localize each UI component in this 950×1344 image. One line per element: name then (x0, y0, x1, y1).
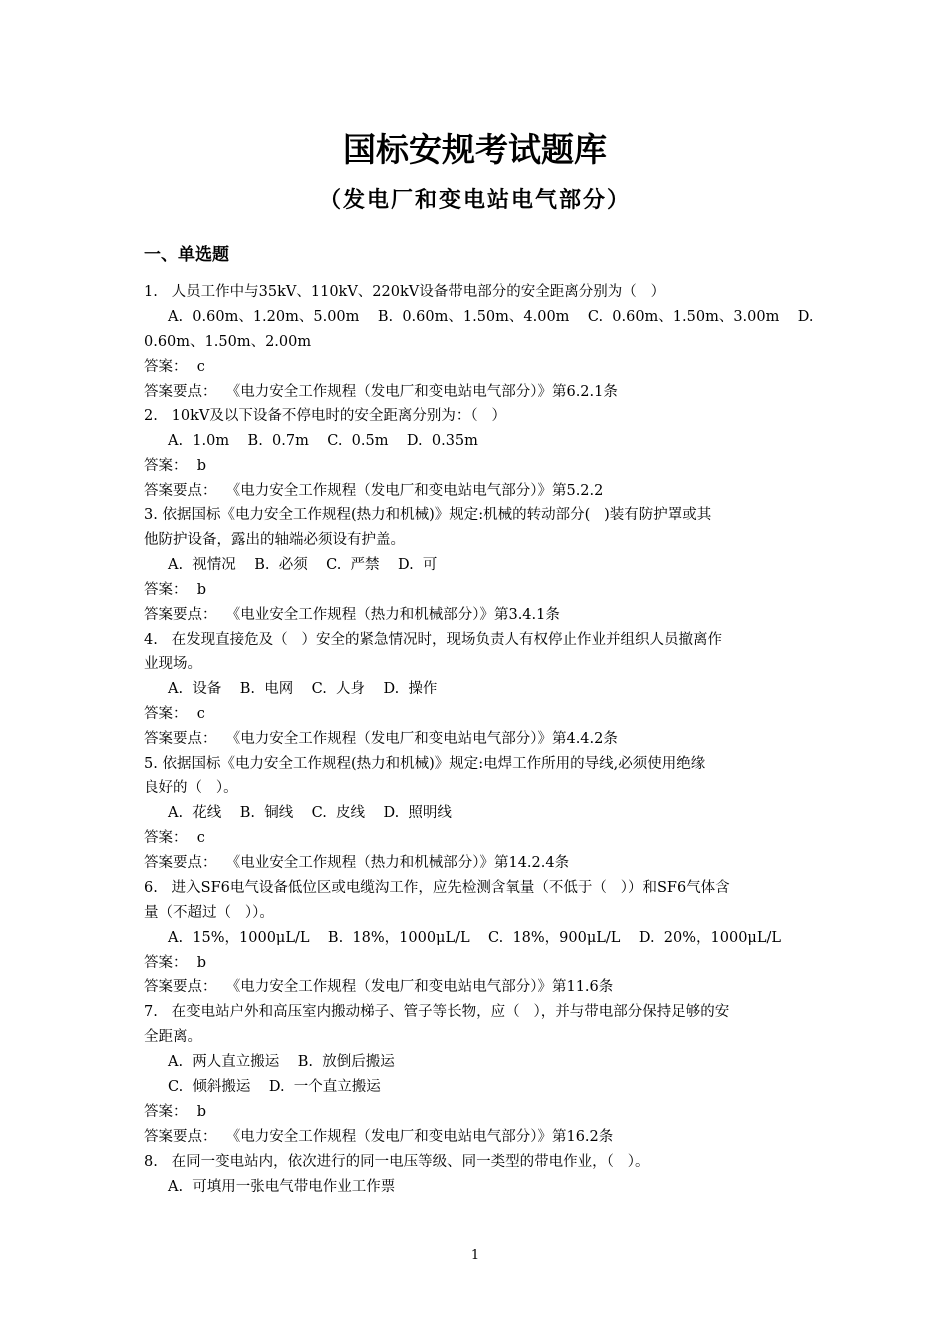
answer-reference: 答案要点： 《电力安全工作规程（发电厂和变电站电气部分）》第5.2.2 (144, 483, 604, 499)
question-options: A. 视情况 B. 必须 C. 严禁 D. 可 (168, 557, 438, 573)
question-text: 2. 10kV及以下设备不停电时的安全距离分别为：（ ） (144, 408, 506, 424)
answer-reference: 答案要点： 《电力安全工作规程（发电厂和变电站电气部分）》第16.2条 (144, 1129, 614, 1145)
question-options: A. 15%，1000μL/L B. 18%，1000μL/L C. 18%，900μL/L D. 20%，1000μL/L (168, 930, 781, 946)
question-options: A. 1.0m B. 0.7m C. 0.5m D. 0.35m (168, 433, 478, 449)
section-heading: 一、单选题 (144, 245, 229, 265)
document-subtitle: （发电厂和变电站电气部分） (318, 188, 631, 213)
question-text-continued: 良好的（ ）。 (144, 780, 238, 796)
question-options: A. 可填用一张电气带电作业工作票 (168, 1179, 396, 1195)
question-text: 1. 人员工作中与35kV、110kV、220kV设备带电部分的安全距离分别为（ ） (144, 284, 666, 300)
answer-reference: 答案要点： 《电力安全工作规程（发电厂和变电站电气部分）》第6.2.1条 (144, 384, 618, 400)
document-title: 国标安规考试题库 (343, 130, 607, 169)
answer: 答案： c (144, 359, 205, 375)
answer-reference: 答案要点： 《电力安全工作规程（发电厂和变电站电气部分）》第4.4.2条 (144, 731, 618, 747)
question-options: A. 设备 B. 电网 C. 人身 D. 操作 (168, 681, 438, 697)
question-text: 3. 依据国标《电力安全工作规程(热力和机械)》规定:机械的转动部分( )装有防护罩或其 (144, 507, 712, 523)
question-options: A. 两人直立搬运 B. 放倒后搬运 (168, 1054, 395, 1070)
answer: 答案： c (144, 830, 205, 846)
answer: 答案： b (144, 955, 206, 971)
question-options: A. 0.60m、1.20m、5.00m B. 0.60m、1.50m、4.00m C. 0.60m、1.50m、3.00m D. (168, 309, 814, 325)
answer-reference: 答案要点： 《电力安全工作规程（发电厂和变电站电气部分）》第11.6条 (144, 979, 614, 995)
answer-reference: 答案要点： 《电业安全工作规程（热力和机械部分）》第14.2.4条 (144, 855, 570, 871)
question-text: 7. 在变电站户外和高压室内搬动梯子、管子等长物，应（ ），并与带电部分保持足够的安 (144, 1004, 730, 1020)
answer-reference: 答案要点： 《电业安全工作规程（热力和机械部分）》第3.4.1条 (144, 607, 560, 623)
answer: 答案： b (144, 458, 206, 474)
answer: 答案： b (144, 1104, 206, 1120)
question-options: A. 花线 B. 铜线 C. 皮线 D. 照明线 (168, 805, 452, 821)
question-text: 5. 依据国标《电力安全工作规程(热力和机械)》规定:电焊工作所用的导线,必须使用绝缘 (144, 756, 706, 772)
question-text-continued: 量（不超过（ ））。 (144, 905, 274, 921)
question-text: 6. 进入SF6电气设备低位区或电缆沟工作，应先检测含氧量（不低于（ ））和SF6气体含 (144, 880, 730, 896)
question-options-continued: 0.60m、1.50m、2.00m (144, 334, 312, 350)
page-number: 1 (470, 1248, 480, 1263)
question-options: C. 倾斜搬运 D. 一个直立搬运 (168, 1079, 381, 1095)
question-text-continued: 他防护设备，露出的轴端必须设有护盖。 (144, 532, 405, 548)
answer: 答案： b (144, 582, 206, 598)
answer: 答案： c (144, 706, 205, 722)
question-text: 4. 在发现直接危及（ ）安全的紧急情况时，现场负责人有权停止作业并组织人员撤离作 (144, 632, 722, 648)
question-text-continued: 全距离。 (144, 1029, 202, 1045)
question-text-continued: 业现场。 (144, 656, 202, 672)
question-text: 8. 在同一变电站内，依次进行的同一电压等级、同一类型的带电作业，（ ）。 (144, 1154, 650, 1170)
